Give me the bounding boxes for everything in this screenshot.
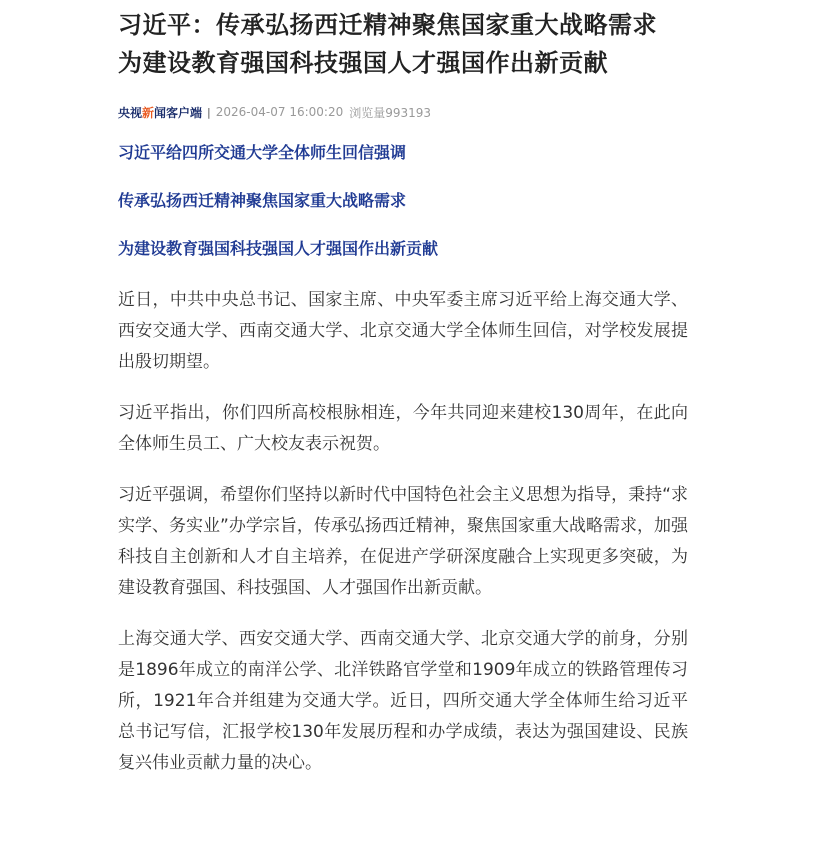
paragraph: 习近平强调，希望你们坚持以新时代中国特色社会主义思想为指导，秉持“求实学、务实业”办学宗旨，传承弘扬西迁精神，聚焦国家重大战略需求，加强科技自主创新和人才自主培养，在促进产学研深度融合上实现更多突破，为建设教育强国、科技强国、人才强国作出新贡献。	[118, 485, 688, 598]
source-logo-prefix: 央视	[118, 105, 143, 120]
highlights	[118, 141, 688, 261]
view-count	[349, 104, 431, 121]
article-meta	[118, 101, 688, 123]
highlight-line: 习近平给四所交通大学全体师生回信强调	[118, 143, 407, 162]
article-title: 习近平：传承弘扬西迁精神聚焦国家重大战略需求 为建设教育强国科技强国人才强国作出新贡献	[118, 11, 657, 77]
article-body	[118, 285, 688, 779]
article	[118, 0, 688, 799]
meta-separator: |	[207, 105, 211, 119]
publish-datetime: 2026-04-07 16:00:20	[215, 105, 344, 119]
source-logo-suffix: 闻客户端	[154, 105, 203, 120]
view-count-label: 浏览量	[349, 105, 386, 120]
paragraph: 上海交通大学、西安交通大学、西南交通大学、北京交通大学的前身，分别是1896年成立的南洋公学、北洋铁路官学堂和1909年成立的铁路管理传习所，1921年合并组建为交通大学。近日，四所交通大学全体师生给习近平总书记写信，汇报学校130年发展历程和办学成绩，表达为强国建设、民族复兴伟业贡献力量的决心。	[118, 629, 688, 773]
paragraph: 习近平指出，你们四所高校根脉相连，今年共同迎来建校130周年，在此向全体师生员工、广大校友表示祝贺。	[118, 403, 688, 454]
highlight-line: 传承弘扬西迁精神聚焦国家重大战略需求	[118, 191, 407, 210]
view-count-value: 993193	[385, 105, 432, 120]
paragraph: 近日，中共中央总书记、国家主席、中央军委主席习近平给上海交通大学、西安交通大学、西南交通大学、北京交通大学全体师生回信，对学校发展提出殷切期望。	[118, 290, 688, 372]
source-logo[interactable]	[118, 104, 202, 121]
source-logo-accent: 新	[142, 105, 155, 120]
highlight-line: 为建设教育强国科技强国人才强国作出新贡献	[118, 239, 439, 258]
